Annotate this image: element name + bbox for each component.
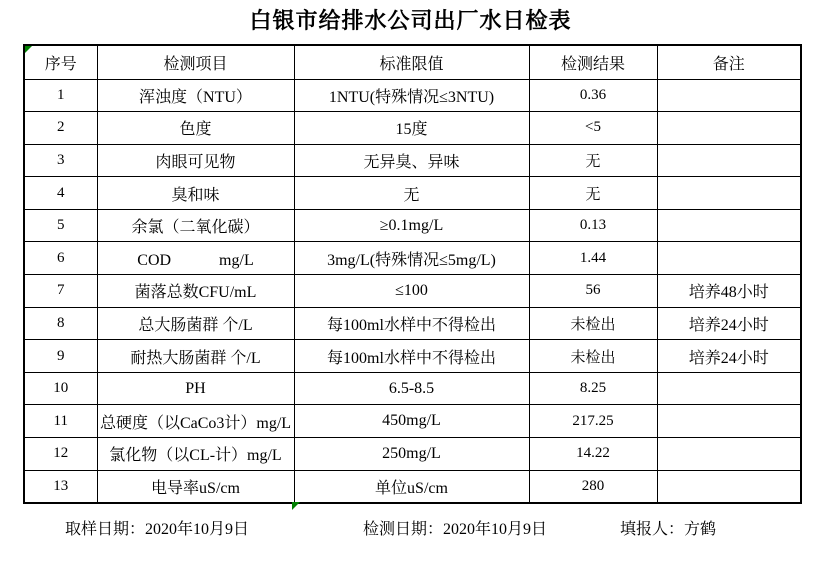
inspection-table [23, 44, 802, 504]
table-cell [657, 112, 801, 145]
table-cell: 无 [294, 177, 529, 210]
table-cell [657, 144, 801, 177]
table-cell: 4 [24, 177, 97, 210]
table-cell: PH [97, 372, 294, 405]
table-cell: <5 [529, 112, 657, 145]
table-cell: COD mg/L [97, 242, 294, 275]
table-cell: ≥0.1mg/L [294, 209, 529, 242]
table-cell: 280 [529, 470, 657, 503]
table-cell: 8.25 [529, 372, 657, 405]
table-cell: 浑浊度（NTU） [97, 79, 294, 112]
reporter-text: 填报人：方鹤 [620, 521, 717, 538]
table-cell: 氯化物（以CL-计）mg/L [97, 438, 294, 471]
table-cell: 肉眼可见物 [97, 144, 294, 177]
table-cell: 3 [24, 144, 97, 177]
table-cell: 培养48小时 [657, 275, 801, 308]
table-cell [657, 209, 801, 242]
table-cell: 色度 [97, 112, 294, 145]
table-cell: 10 [24, 372, 97, 405]
table-row [24, 177, 801, 210]
table-cell [657, 177, 801, 210]
table-cell: 217.25 [529, 405, 657, 438]
table-cell: 无异臭、异味 [294, 144, 529, 177]
table-cell: 7 [24, 275, 97, 308]
table-cell: 2 [24, 112, 97, 145]
header-cell: 序号 [24, 45, 97, 79]
table-cell: 3mg/L(特殊情况≤5mg/L) [294, 242, 529, 275]
table-row [24, 209, 801, 242]
table-cell: 无 [529, 144, 657, 177]
table-cell [657, 470, 801, 503]
header-row [24, 45, 801, 79]
excel-corner-triangle-icon [25, 46, 32, 53]
table-cell: 15度 [294, 112, 529, 145]
table-cell [657, 405, 801, 438]
table-cell: 6 [24, 242, 97, 275]
table-row [24, 144, 801, 177]
table-cell: 电导率uS/cm [97, 470, 294, 503]
table-cell [657, 372, 801, 405]
table-cell: 56 [529, 275, 657, 308]
table-cell: 450mg/L [294, 405, 529, 438]
table-row [24, 470, 801, 503]
table-cell: 13 [24, 470, 97, 503]
test-date-text: 检测日期：2020年10月9日 [363, 521, 548, 538]
excel-corner-triangle-icon [292, 502, 300, 510]
table-cell: 0.13 [529, 209, 657, 242]
table-cell: 8 [24, 307, 97, 340]
table-cell: 9 [24, 340, 97, 373]
table-cell: 12 [24, 438, 97, 471]
table-row [24, 438, 801, 471]
table-cell: 6.5-8.5 [294, 372, 529, 405]
table-row [24, 372, 801, 405]
table-cell: 菌落总数CFU/mL [97, 275, 294, 308]
table-row [24, 242, 801, 275]
table-row [24, 340, 801, 373]
table-cell: 14.22 [529, 438, 657, 471]
table-cell: 臭和味 [97, 177, 294, 210]
table-cell: 无 [529, 177, 657, 210]
header-cell: 检测结果 [529, 45, 657, 79]
header-cell: 检测项目 [97, 45, 294, 79]
table-cell: ≤100 [294, 275, 529, 308]
table-cell: 总硬度（以CaCo3计）mg/L [97, 405, 294, 438]
table-row [24, 307, 801, 340]
table-row [24, 112, 801, 145]
table-cell [657, 438, 801, 471]
table-cell: 培养24小时 [657, 307, 801, 340]
table-cell: 250mg/L [294, 438, 529, 471]
table-cell: 未检出 [529, 340, 657, 373]
header-cell: 备注 [657, 45, 801, 79]
table-cell: 0.36 [529, 79, 657, 112]
table-cell: 11 [24, 405, 97, 438]
table-body [24, 79, 801, 503]
table-cell: 5 [24, 209, 97, 242]
sample-date-text: 取样日期：2020年10月9日 [65, 521, 250, 538]
table-row [24, 405, 801, 438]
table-cell: 1NTU(特殊情况≤3NTU) [294, 79, 529, 112]
table-row [24, 79, 801, 112]
table-cell [657, 242, 801, 275]
table-cell: 余氯（二氧化碳） [97, 209, 294, 242]
table-cell: 1 [24, 79, 97, 112]
header-cell: 标准限值 [294, 45, 529, 79]
page-title: 白银市给排水公司出厂水日检表 [249, 8, 572, 33]
table-cell [657, 79, 801, 112]
table-row [24, 275, 801, 308]
table-cell: 未检出 [529, 307, 657, 340]
table-cell: 每100ml水样中不得检出 [294, 307, 529, 340]
table-cell: 每100ml水样中不得检出 [294, 340, 529, 373]
table-cell: 1.44 [529, 242, 657, 275]
table-cell: 耐热大肠菌群 个/L [97, 340, 294, 373]
table-cell: 单位uS/cm [294, 470, 529, 503]
table-cell: 总大肠菌群 个/L [97, 307, 294, 340]
table-cell: 培养24小时 [657, 340, 801, 373]
